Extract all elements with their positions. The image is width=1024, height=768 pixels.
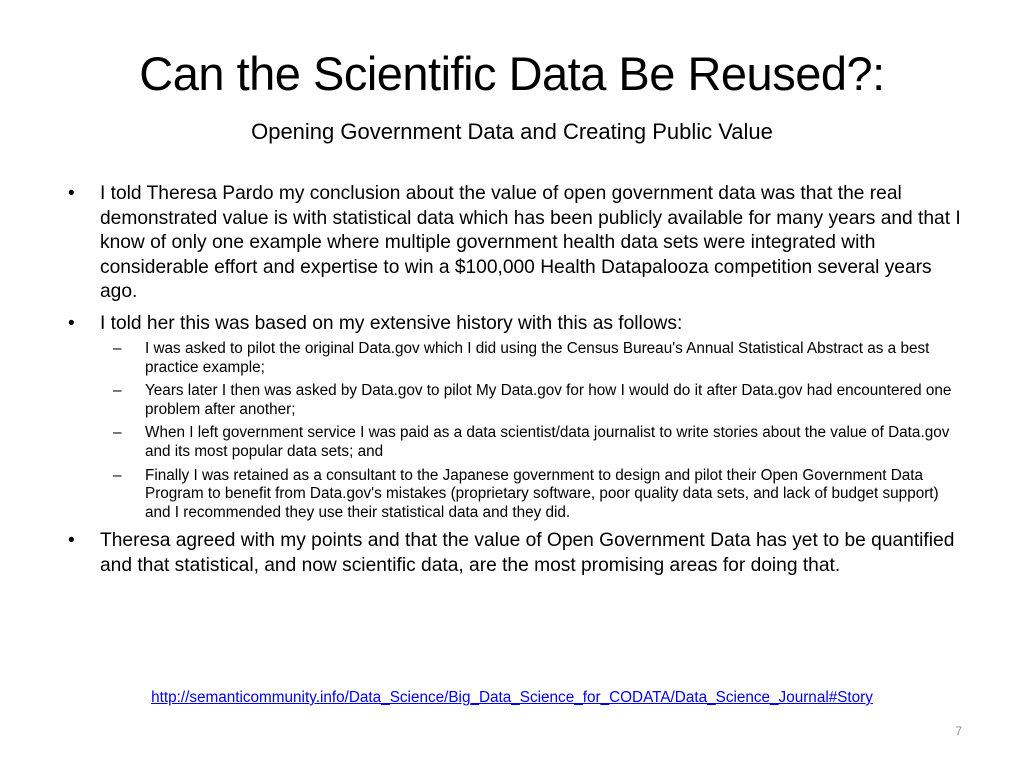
slide-title: Can the Scientific Data Be Reused?:	[139, 47, 885, 100]
sub-bullet-marker: –	[113, 424, 122, 442]
sub-bullet-text: Years later I then was asked by Data.gov to pilot My Data.gov for how I would do it after Data.gov had encountered one problem after another;	[145, 382, 952, 418]
sub-bullet-marker: –	[113, 340, 122, 357]
bullet-item-2	[66, 312, 966, 523]
page-number: 7	[955, 724, 962, 738]
bullet-item-1	[66, 182, 966, 305]
bullet-marker: •	[68, 183, 75, 204]
sub-bullet-item	[100, 424, 966, 461]
sub-bullet-marker: –	[113, 466, 122, 484]
sub-bullet-marker: –	[113, 382, 122, 400]
sub-bullet-text: I was asked to pilot the original Data.gov which I did using the Census Bureau's Annual Statistical Abstract as a best practice example;	[145, 340, 930, 376]
sub-bullet-item	[100, 467, 966, 523]
bullet-marker: •	[68, 530, 75, 552]
bullet-marker: •	[68, 312, 75, 334]
sub-bullet-text: When I left government service I was paid as a data scientist/data journalist to write stories about the value of Data.gov and its most popular data sets; and	[145, 424, 950, 460]
sub-bullet-item	[100, 382, 966, 419]
bullet-text: Theresa agreed with my points and that the value of Open Government Data has yet to be quantified and that statistical, and now scientific data, are the most promising areas for doing that.	[100, 530, 955, 576]
bullet-text: I told her this was based on my extensive history with this as follows:	[100, 312, 683, 334]
slide-subtitle: Opening Government Data and Creating Public Value	[251, 119, 773, 144]
bullet-text: I told Theresa Pardo my conclusion about the value of open government data was that the real demonstrated value is with statistical data which has been publicly available for many years and that I know of only one example where multiple government health data sets were integrated with considerable effort and expertise to win a $100,000 Health Datapalooza competition several years ago.	[100, 183, 961, 302]
sub-bullet-text: Finally I was retained as a consultant to the Japanese government to design and pilot their Open Government Data Program to benefit from Data.gov's mistakes (proprietary software, poor quality data sets, and lack of budget support) and I recommended they use their statistical data and they did.	[145, 466, 939, 521]
sub-bullet-item	[100, 340, 966, 377]
sub-bullet-list	[100, 340, 966, 522]
bullet-item-3	[66, 529, 966, 578]
source-link[interactable]: http://semanticommunity.info/Data_Science/Big_Data_Science_for_CODATA/Data_Science_Journal#Story	[151, 689, 873, 706]
bullet-list	[66, 182, 966, 585]
